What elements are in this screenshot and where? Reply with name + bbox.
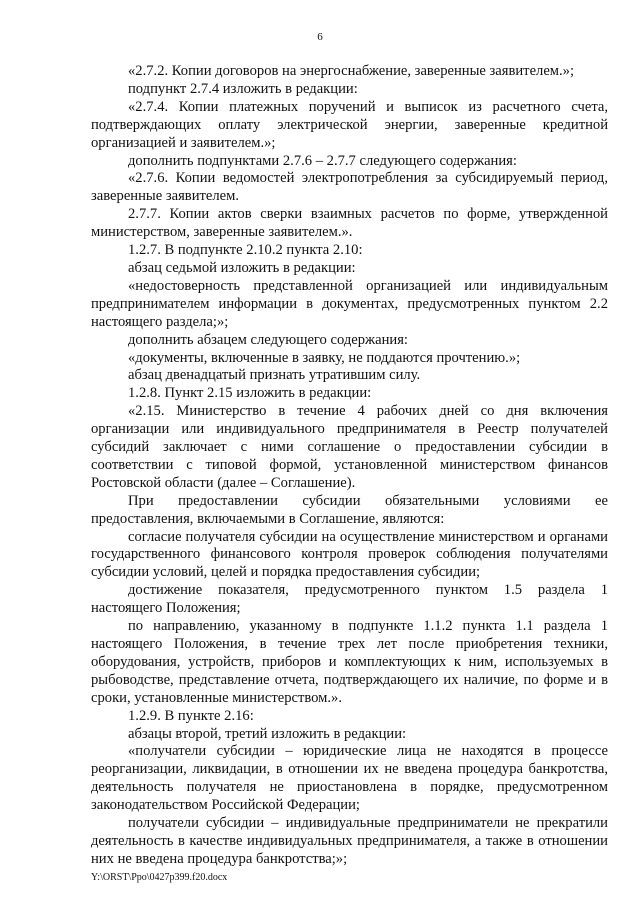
paragraph: 1.2.8. Пункт 2.15 изложить в редакции:	[128, 385, 372, 402]
footer-file-path: Y:\ORST\Ppo\0427p399.f20.docx	[91, 872, 228, 883]
paragraph: подпункт 2.7.4 изложить в редакции:	[128, 80, 358, 97]
paragraph: дополнить подпунктами 2.7.6 – 2.7.7 следующего содержания:	[128, 152, 517, 169]
paragraph: абзац седьмой изложить в редакции:	[128, 259, 356, 276]
paragraph: При предоставлении субсидии обязательными условиями ее предоставления, включаемыми в Соглашение, являются:	[91, 492, 608, 527]
page-number: 6	[317, 31, 323, 43]
paragraph: «документы, включенные в заявку, не поддаются прочтению.»;	[128, 349, 521, 366]
paragraph: «2.15. Министерство в течение 4 рабочих дней со дня включения организации или индивидуального предпринимателя в Реестр получателей субсидий заключает с ними соглашение о предоставлении субсидии в соответствии с типовой формой, установленной министерством финансов Ростовской области (далее – Соглашение).	[91, 403, 608, 491]
paragraph: абзацы второй, третий изложить в редакции:	[128, 725, 407, 742]
paragraph: достижение показателя, предусмотренного пунктом 1.5 раздела 1 настоящего Положения;	[91, 582, 608, 617]
paragraph: 2.7.7. Копии актов сверки взаимных расчетов по форме, утвержденной министерством, заверенные заявителем.».	[91, 206, 608, 241]
document-body	[91, 63, 608, 869]
paragraph: по направлению, указанному в подпункте 1.1.2 пункта 1.1 раздела 1 настоящего Положения, в течение трех лет после приобретения техники, оборудования, устройств, приборов и комплектующих к ним, используемых в рыбоводстве, представление отчета, подтверждающего их наличие, по форме и в сроки, установленные министерством.».	[91, 618, 608, 706]
paragraph: согласие получателя субсидии на осуществление министерством и органами государственного финансового контроля проверок соблюдения получателями субсидии условий, целей и порядка предоставления субсидии;	[91, 528, 608, 581]
paragraph: «недостоверность представленной организацией или индивидуальным предпринимателем информации в документах, предусмотренных пунктом 2.2 настоящего раздела;»;	[91, 277, 608, 330]
paragraph: абзац двенадцатый признать утратившим силу.	[128, 367, 421, 384]
paragraph: «2.7.4. Копии платежных поручений и выписок из расчетного счета, подтверждающих оплату электрической энергии, заверенные кредитной организацией и заявителем.»;	[91, 98, 608, 151]
paragraph: 1.2.9. В пункте 2.16:	[128, 707, 254, 724]
paragraph: получатели субсидии – индивидуальные предприниматели не прекратили деятельность в качестве индивидуальных предпринимателя, а также в отношении них не введена процедура банкротства;»;	[91, 815, 608, 867]
paragraph: «получатели субсидии – юридические лица не находятся в процессе реорганизации, ликвидации, в отношении их не введена процедура банкротства, деятельность получателя не приостановлена в порядке, предусмотренном законодательством Российской Федерации;	[91, 743, 608, 814]
paragraph: 1.2.7. В подпункте 2.10.2 пункта 2.10:	[128, 242, 363, 259]
paragraph: дополнить абзацем следующего содержания:	[128, 331, 408, 348]
paragraph: «2.7.6. Копии ведомостей электропотребления за субсидируемый период, заверенные заявителем.	[91, 170, 608, 205]
paragraph: «2.7.2. Копии договоров на энергоснабжение, заверенные заявителем.»;	[128, 63, 575, 79]
